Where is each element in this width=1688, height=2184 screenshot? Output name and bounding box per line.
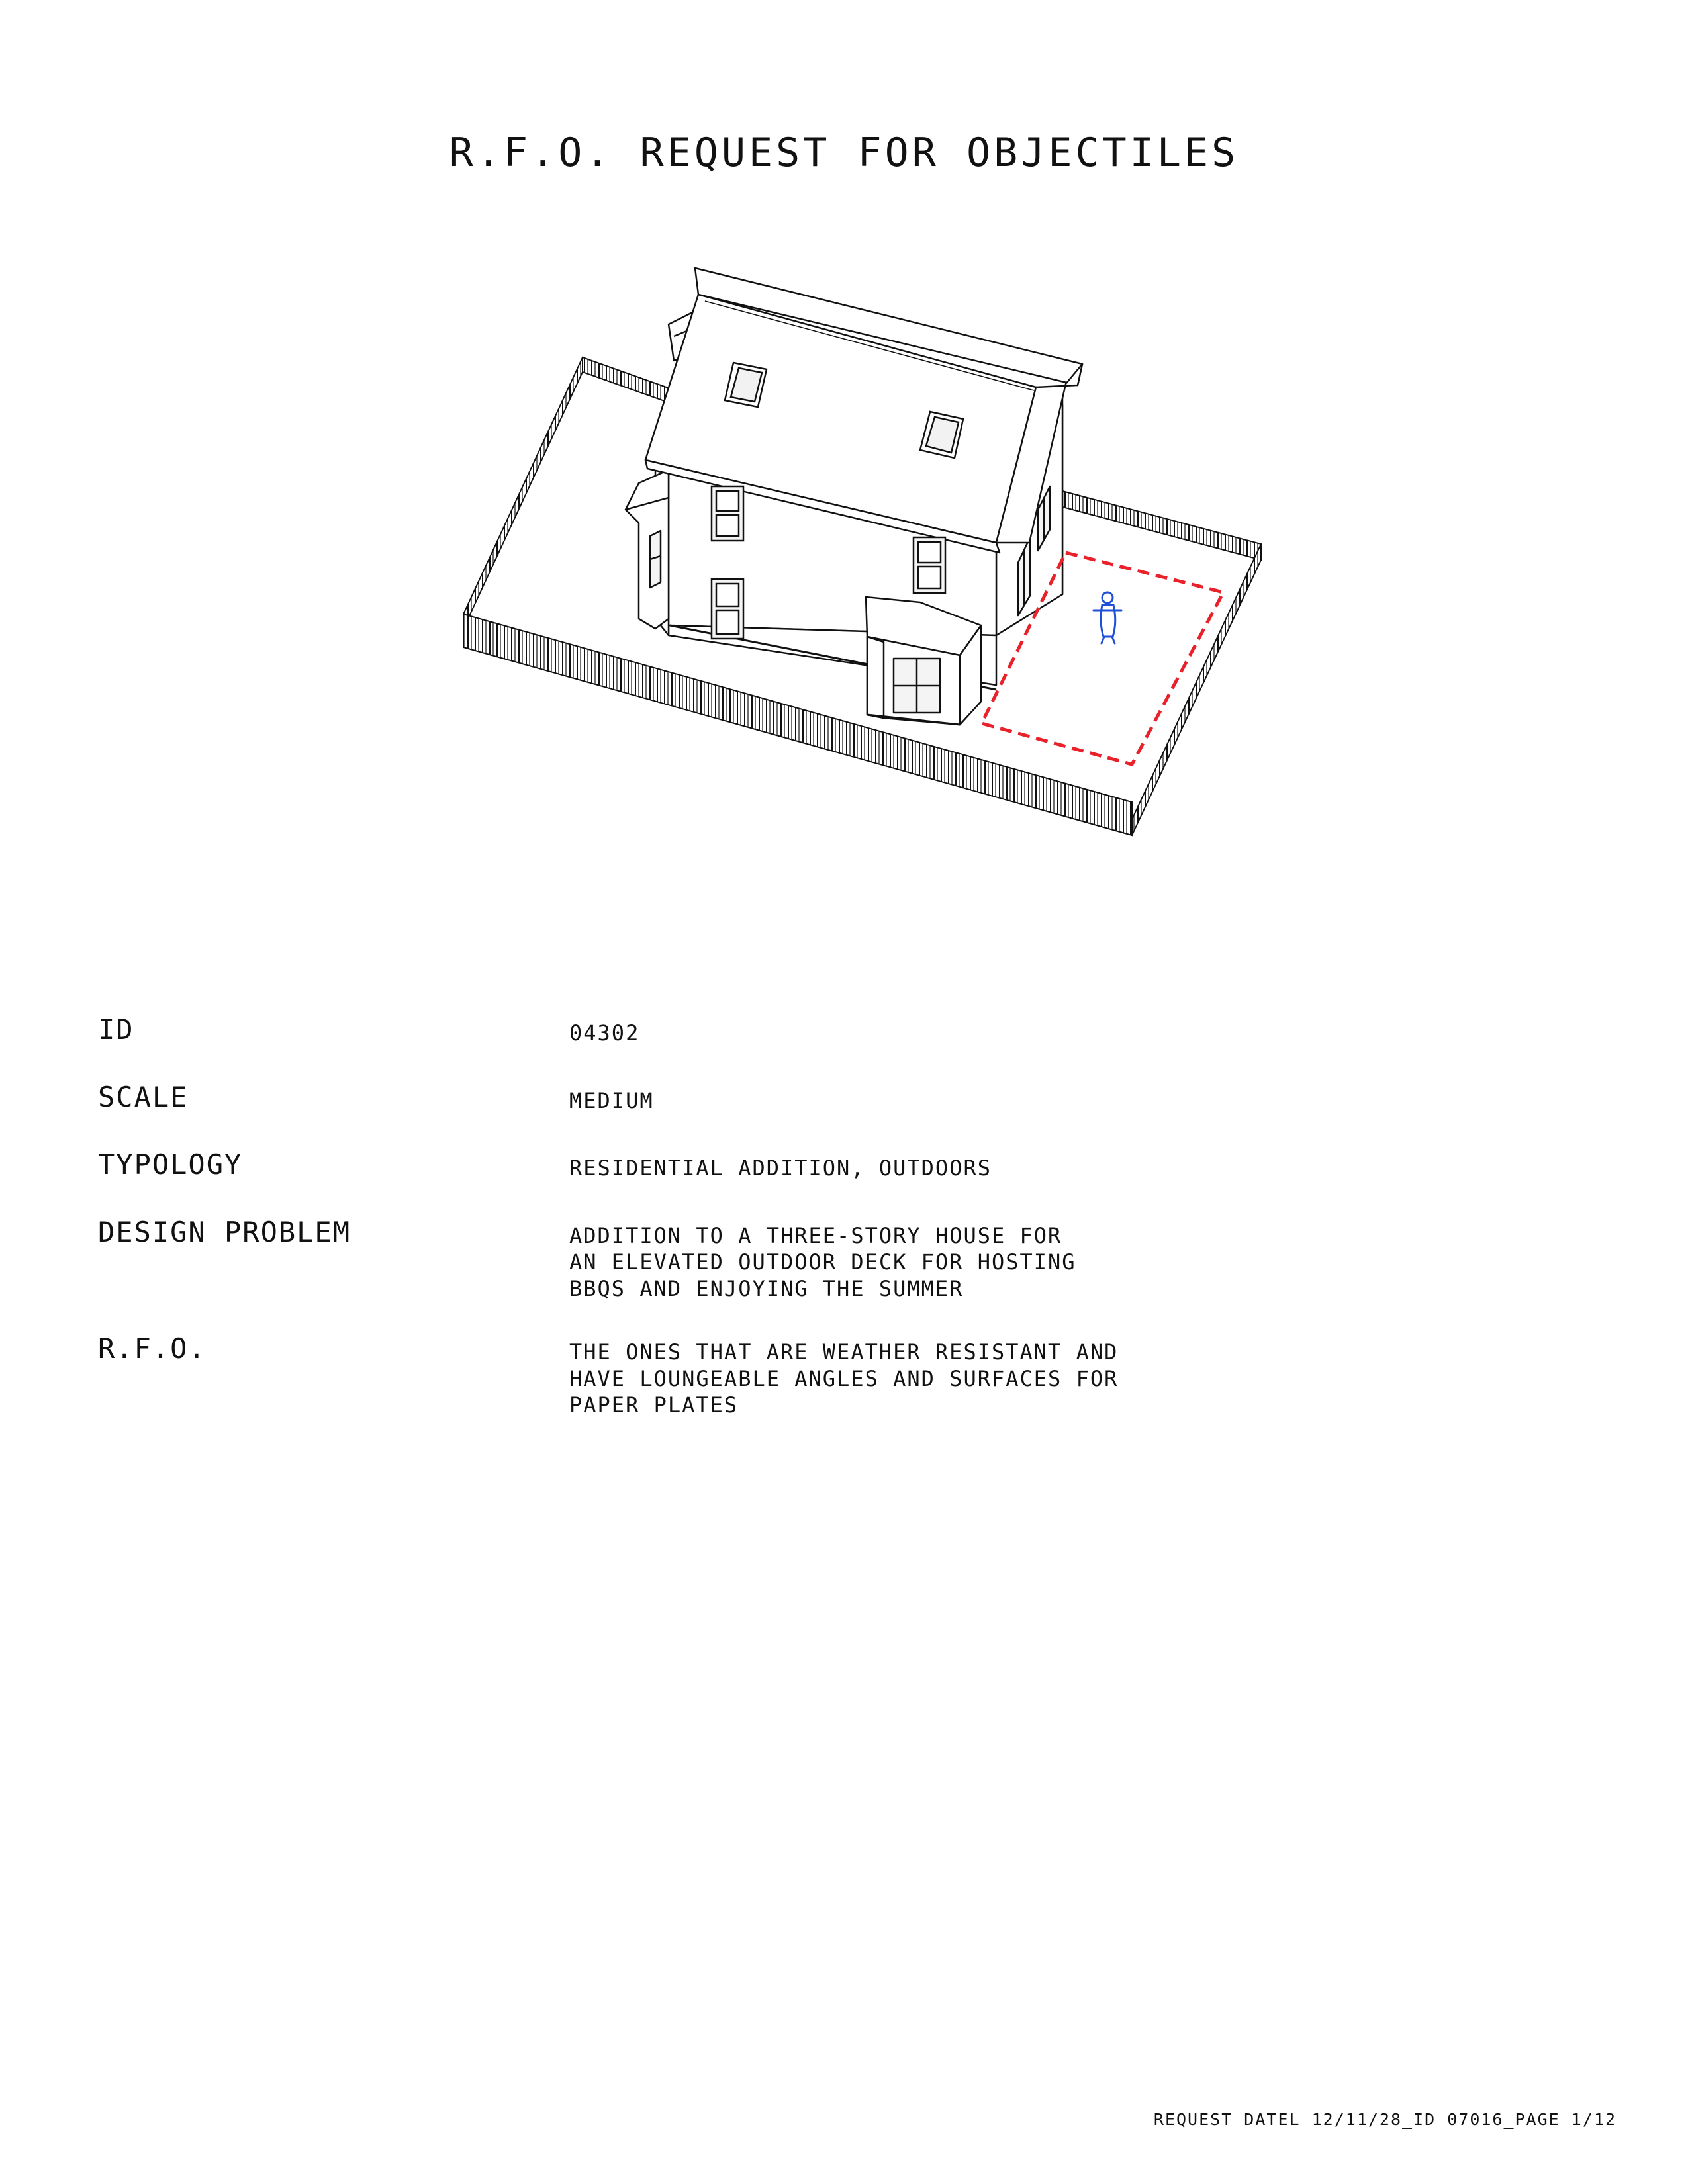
spec-label-design-problem: DESIGN PROBLEM <box>98 1216 352 1248</box>
fence-left-side <box>463 357 583 629</box>
house-left-wing <box>626 470 669 629</box>
spec-value-rfo: THE ONES THAT ARE WEATHER RESISTANT AND HAVE LOUNGEABLE ANGLES AND SURFACES FOR PAPER PLATES <box>569 1340 1119 1418</box>
fence-back-right <box>1062 491 1261 560</box>
front-window-upper-right <box>914 537 945 593</box>
fence-back-left <box>583 357 672 404</box>
page-title: R.F.O. REQUEST FOR OBJECTILES <box>449 130 1239 176</box>
spec-label-rfo: R.F.O. <box>98 1332 207 1365</box>
front-window-upper-left <box>712 486 743 541</box>
spec-value-scale: MEDIUM <box>569 1088 654 1113</box>
spec-value-design-problem: ADDITION TO A THREE-STORY HOUSE FOR AN ELEVATED OUTDOOR DECK FOR HOSTING BBQS AND ENJOYING THE SUMMER <box>569 1223 1076 1301</box>
page-footer: REQUEST DATEL 12/11/28_ID 07016_PAGE 1/12 <box>1153 2110 1617 2129</box>
spec-value-typology: RESIDENTIAL ADDITION, OUTDOORS <box>569 1156 992 1181</box>
spec-row-scale <box>98 1083 1488 1151</box>
spec-row-design-problem <box>98 1218 1488 1335</box>
person-figure <box>1094 592 1121 643</box>
spec-row-typology <box>98 1148 1488 1218</box>
spec-row-id <box>98 1013 1488 1083</box>
isometric-house-drawing <box>437 255 1284 857</box>
spec-value-id: 04302 <box>569 1021 640 1046</box>
spec-label-typology: TYPOLOGY <box>98 1148 243 1181</box>
fence-right-side <box>1132 544 1261 835</box>
spec-table <box>98 1013 1488 1428</box>
front-window-lower-left <box>712 579 743 639</box>
spec-row-rfo <box>98 1332 1488 1428</box>
spec-label-id: ID <box>98 1013 134 1046</box>
spec-label-scale: SCALE <box>98 1081 189 1113</box>
